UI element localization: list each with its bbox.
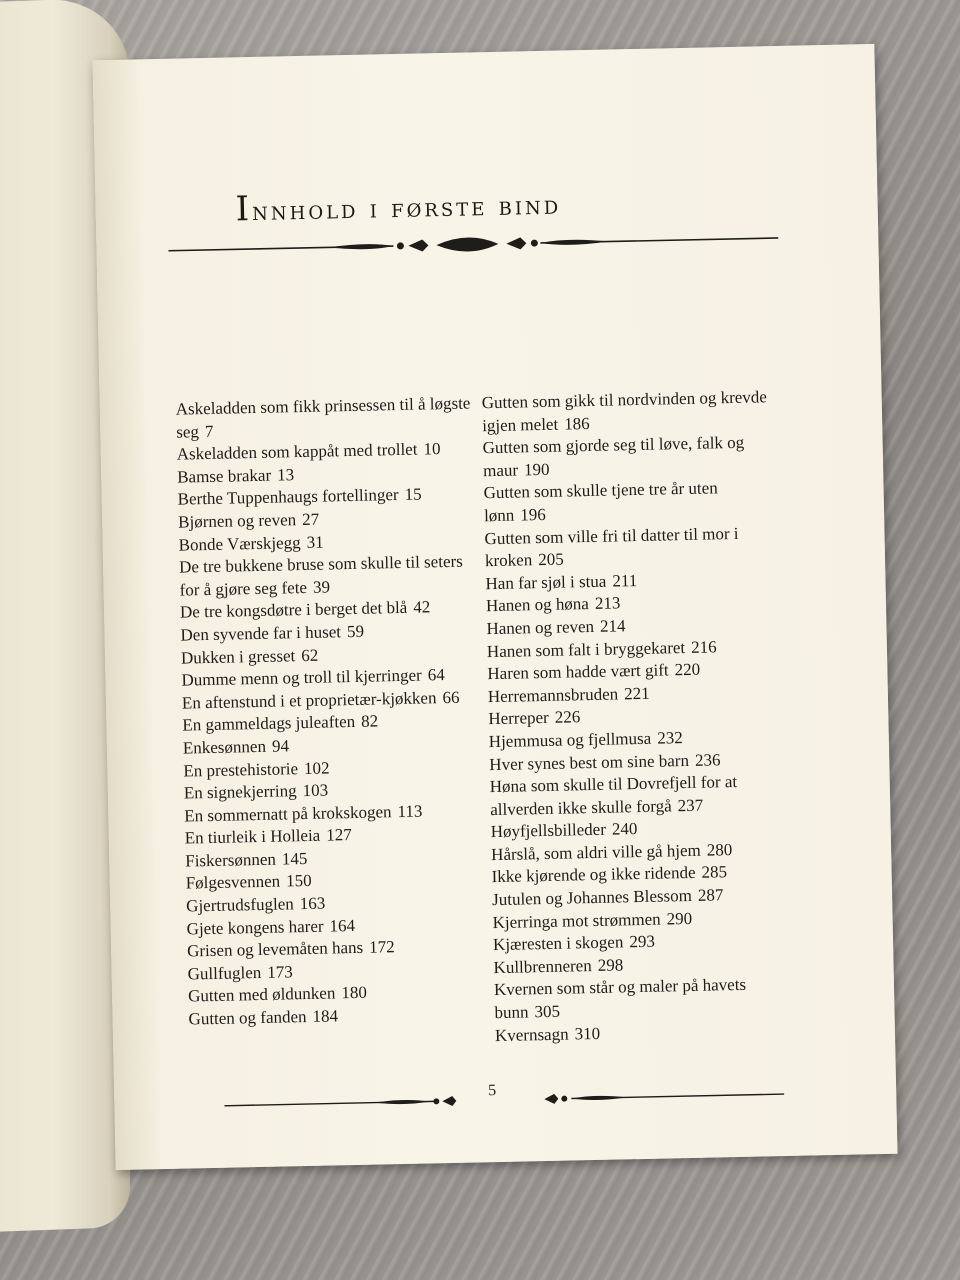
page-title [235, 178, 796, 230]
toc-entry-page: 59 [346, 621, 365, 642]
toc-entry-page: 216 [690, 636, 717, 657]
toc-right-column [481, 386, 795, 1047]
toc-entry-title: Bamse brakar [177, 465, 272, 487]
toc-entry-title: Gutten som gikk til nordvinden og krevde igjen melet [481, 387, 768, 435]
title-initial: I [235, 189, 253, 230]
toc-entry-title: Gutten som ville fri til datter til mor i kroken [484, 523, 739, 571]
toc-entry [179, 550, 480, 601]
toc-entry-page: 10 [423, 439, 441, 459]
toc-entry-title: Gutten som skulle tjene tre år uten lønn [483, 478, 718, 526]
toc-entry-page: 186 [563, 413, 590, 434]
toc-entry-title: De tre bukkene bruse som skulle til seters for å gjøre seg fete [178, 551, 463, 600]
toc-entry-title: En aftenstund i et proprietær-kjøkken [181, 687, 437, 713]
toc-entry-title: Hjemmusa og fjellmusa [488, 728, 652, 752]
toc-entry-title: Gjertrudsfuglen [185, 894, 295, 916]
toc-entry-page: 280 [706, 839, 733, 860]
toc-entry-title: Gullfuglen [187, 962, 262, 984]
toc-entry-page: 196 [520, 504, 547, 525]
toc-entry-page: 220 [674, 659, 701, 680]
toc-entry-title: Enkesønnen [182, 736, 267, 758]
toc-entry-page: 94 [271, 736, 290, 756]
toc-entry [188, 1002, 488, 1031]
toc-entry-title: Hanen som falt i bryggekaret [486, 637, 686, 661]
toc-entry-page: 31 [306, 532, 324, 552]
toc-entry-page: 298 [597, 955, 624, 975]
toc-entry-title: Han far sjøl i stua [485, 571, 607, 593]
toc-entry-page: 213 [594, 593, 621, 614]
toc-entry-page: 172 [368, 937, 395, 957]
toc-entry-page: 62 [301, 645, 319, 665]
toc-entry-title: Gjete kongens harer [186, 916, 324, 939]
toc-entry-page: 205 [538, 549, 564, 570]
toc-entry-title: Grisen og levemåten hans [186, 938, 364, 961]
toc-entry-page: 127 [326, 825, 352, 845]
toc-entry-page: 164 [329, 915, 356, 936]
toc-entry-page: 184 [312, 1006, 339, 1026]
toc-entry-title: Bjørnen og reven [177, 510, 297, 532]
book-page [92, 44, 897, 1170]
toc-entry-page: 39 [312, 577, 331, 597]
toc-entry-page: 285 [701, 862, 728, 883]
toc-entry-page: 13 [276, 464, 295, 485]
toc-entry-title: De tre kongsdøtre i berget det blå [179, 598, 408, 622]
toc-entry [494, 973, 795, 1024]
toc-entry-page: 237 [677, 795, 704, 815]
toc-entry-title: En sommernatt på krokskogen [184, 801, 392, 826]
toc-entry-title: Herreper [488, 708, 549, 729]
toc-entry-page: 102 [303, 758, 330, 778]
toc-entry-title: Følgesvennen [185, 872, 281, 894]
toc-entry-title: Askeladden som kappåt med trollet [176, 439, 418, 464]
toc-entry-title: En tiurleik i Holleia [184, 825, 321, 848]
toc-entry-page: 190 [523, 459, 550, 480]
toc-entry [481, 386, 782, 437]
toc-entry-title: Høyfjellsbilleder [490, 820, 607, 842]
toc-entry-page: 163 [299, 893, 326, 914]
toc-entry-title: Dukken i gresset [180, 645, 296, 668]
toc-entry-page: 226 [554, 707, 581, 728]
toc-entry [482, 431, 783, 482]
toc-entry-page: 221 [623, 683, 650, 704]
toc-entry-title: Kjæresten i skogen [492, 932, 624, 955]
toc-entry-page: 287 [697, 885, 724, 905]
toc-entry-title: Jutulen og Johannes Blessom [491, 886, 693, 910]
toc-entry-page: 240 [611, 819, 638, 839]
footer-ornament [224, 1082, 784, 1118]
toc-entry-title: Hårslå, som aldri ville gå hjem [490, 840, 701, 865]
toc-entry-title: En prestehistorie [183, 758, 299, 781]
toc-entry-title: Gutten og fanden [188, 1007, 307, 1029]
toc-left-column [176, 392, 489, 1031]
toc-entry-title: Bonde Værskjegg [178, 532, 301, 555]
toc-entry-page: 290 [666, 908, 693, 929]
toc-entry-page: 66 [442, 687, 460, 707]
toc-entry-page: 27 [301, 509, 320, 529]
toc-entry-title: Dumme menn og troll til kjerringer [181, 665, 422, 690]
page-number: 5 [487, 1082, 497, 1100]
toc-entry-title: Den syvende far i huset [180, 622, 342, 645]
toc-entry-title: Kvernsagn [494, 1024, 569, 1045]
toc-entry [483, 476, 784, 527]
toc-entry-title: Kullbrenneren [493, 955, 592, 977]
toc-entry-page: 145 [281, 848, 308, 869]
toc-entry-title: Hanen og reven [486, 616, 595, 639]
toc-entry-title: Kvernen som står og maler på havets bunn [493, 975, 747, 1023]
toc-entry-page: 236 [694, 749, 721, 770]
toc-entry-title: Haren som hadde vært gift [487, 660, 669, 684]
toc-entry-title: En signekjerring [183, 781, 297, 803]
toc-entry-page: 7 [204, 421, 214, 441]
toc-entry-title: Berthe Tuppenhaugs fortellinger [177, 485, 399, 509]
toc-entry-page: 173 [267, 962, 293, 982]
toc-entry-title: Ikke kjørende og ikke ridende [491, 863, 696, 887]
toc-entry-title: Fiskersønnen [185, 849, 277, 871]
toc-entry-page: 82 [360, 711, 379, 732]
toc-entry-page: 305 [534, 1001, 561, 1022]
title-rest: nnhold i første bind [251, 190, 562, 227]
toc-entry-title: Kjerringa mot strømmen [492, 909, 661, 932]
toc-entry-page: 214 [599, 616, 626, 636]
toc-entry-page: 64 [427, 665, 445, 685]
toc-entry-title: Herremannsbruden [487, 684, 619, 706]
toc-entry-title: Gutten som gjorde seg til løve, falk og maur [482, 432, 745, 480]
toc-entry-page: 113 [397, 801, 423, 821]
toc-entry-title: Gutten med øldunken [187, 983, 336, 1006]
toc-entry-page: 42 [413, 597, 431, 618]
toc-entry-page: 293 [629, 931, 656, 952]
toc-entry-page: 310 [574, 1023, 601, 1044]
toc-entry [490, 770, 791, 821]
toc-entry-page: 150 [285, 871, 312, 891]
toc-entry-title: Høna som skulle til Dovrefjell for at allverden ikke skulle forgå [489, 772, 738, 819]
toc-entry-page: 211 [612, 570, 638, 591]
toc-entry-title: Hver synes best om sine barn [489, 750, 690, 774]
toc-entry-page: 103 [302, 780, 329, 801]
toc-entry-page: 180 [341, 983, 368, 1003]
toc-entry [484, 521, 785, 572]
toc-entry-title: En gammeldags juleaften [182, 712, 356, 735]
toc-entry-title: Askeladden som fikk prinsessen til å løgste seg [175, 393, 471, 442]
toc-entry [176, 392, 477, 443]
toc-entry-title: Hanen og høna [485, 594, 590, 616]
toc-entry-page: 232 [657, 728, 683, 748]
toc-entry-page: 15 [404, 484, 422, 505]
